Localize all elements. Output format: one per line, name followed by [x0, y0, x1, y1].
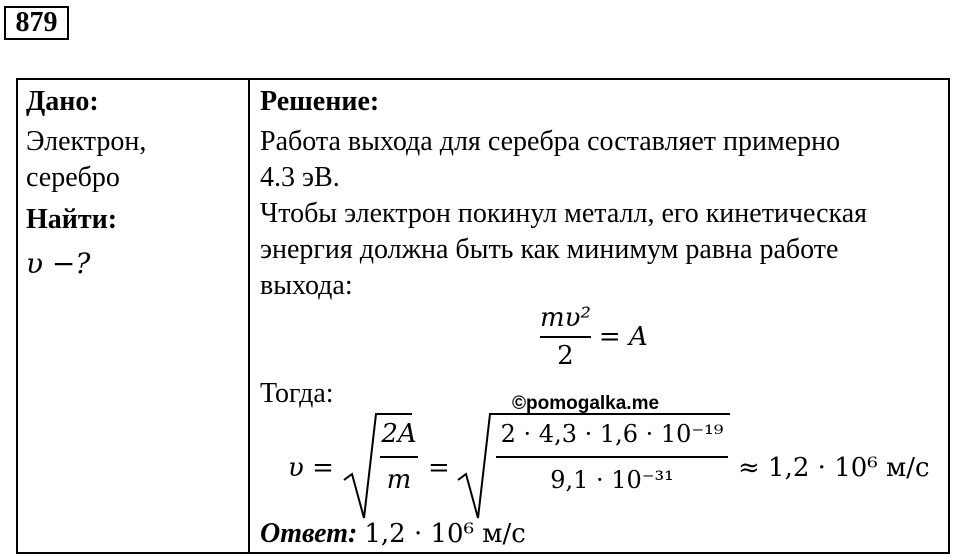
solution-line-1: Работа выхода для серебра составляет примерно — [260, 126, 841, 157]
given-line-2: серебро — [26, 162, 120, 193]
fraction-numeric — [496, 414, 728, 500]
velocity-lhs: υ = — [288, 453, 334, 483]
solution-line-3: Чтобы электрон покинул металл, его кинетическая — [260, 198, 868, 229]
watermark: ©pomogalka.me — [512, 393, 660, 414]
solution-line-2: 4.3 эВ. — [260, 162, 340, 193]
answer-value: 1,2 · 10⁶ м/с — [364, 519, 526, 549]
equals-sign: = — [428, 453, 450, 483]
fraction-mv2-over-2 — [540, 302, 591, 372]
column-divider — [248, 80, 250, 552]
solution-line-4: энергия должна быть как минимум равна работе — [260, 234, 839, 265]
solution-table — [16, 78, 950, 554]
fraction-denominator: 2 — [557, 341, 574, 371]
problem-number: 879 — [4, 6, 69, 40]
solution-heading: Решение: — [260, 86, 380, 117]
fraction-2A-numerator: 2A — [381, 419, 417, 449]
fraction-numeric-numerator: 2 · 4,3 · 1,6 · 10⁻¹⁹ — [500, 420, 724, 448]
given-heading: Дано: — [26, 86, 99, 117]
fraction-m-denominator: m — [386, 465, 412, 495]
find-value: υ −? — [26, 247, 91, 280]
given-line-1: Электрон, — [26, 126, 147, 157]
fraction-numerator: mυ² — [540, 303, 591, 333]
equation-rhs: = A — [598, 322, 648, 352]
then-label: Тогда: — [260, 378, 334, 409]
fraction-numeric-denominator: 9,1 · 10⁻³¹ — [550, 466, 674, 494]
fraction-2A-over-m — [380, 414, 418, 500]
equation-kinetic-energy — [540, 302, 648, 372]
velocity-result: ≈ 1,2 · 10⁶ м/с — [738, 453, 930, 483]
equation-velocity — [288, 410, 938, 520]
find-heading: Найти: — [26, 204, 118, 235]
solution-line-5: выхода: — [260, 270, 353, 301]
answer-line — [260, 516, 526, 552]
answer-label: Ответ: — [260, 518, 358, 549]
